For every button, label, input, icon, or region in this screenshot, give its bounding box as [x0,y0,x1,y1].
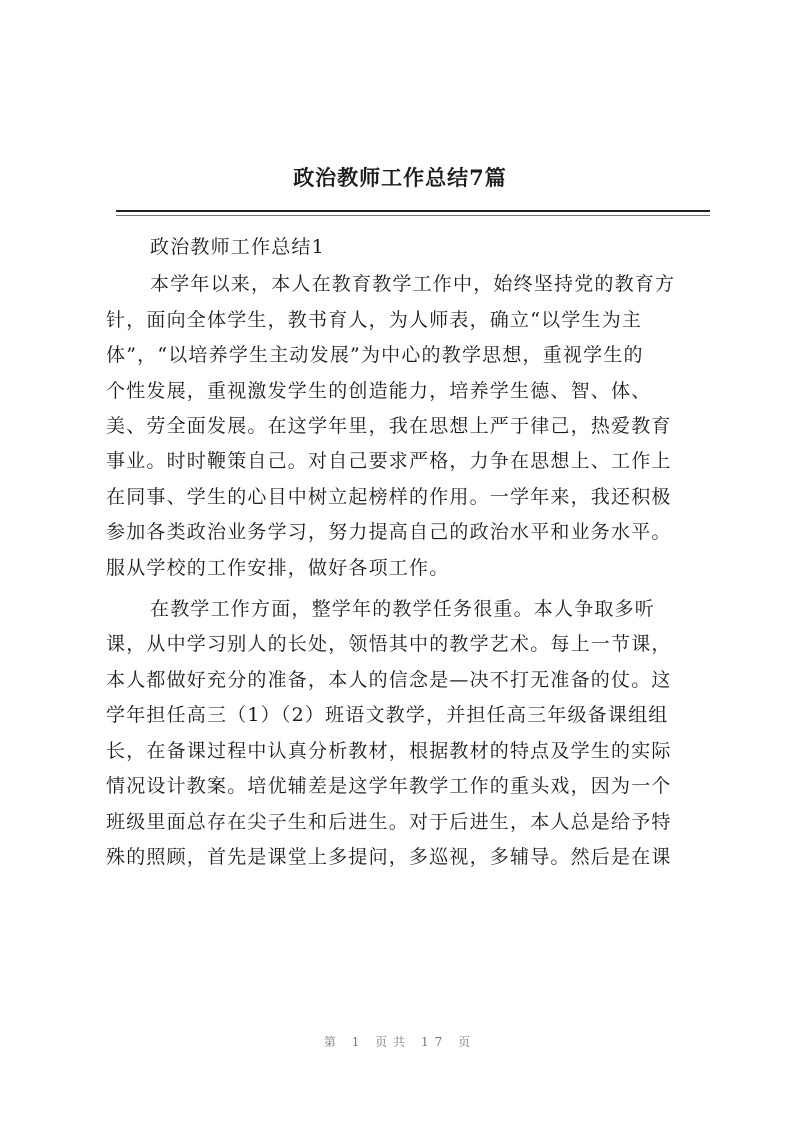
paragraph-line: 参加各类政治业务学习，努力提高自己的政治水平和业务水平。 [106,521,672,544]
paragraph-line: 美、劳全面发展。在这学年里，我在思想上严于律己，热爱教育 [106,415,672,438]
paragraph-line: 本人都做好充分的准备，本人的信念是—决不打无准备的仗。这 [106,668,672,691]
page-number-footer: 第 1 页共 17 页 [323,1035,477,1049]
paragraph-line: 班级里面总存在尖子生和后进生。对于后进生，本人总是给予特 [106,810,672,833]
document-body [106,230,708,881]
page-title: 政治教师工作总结7篇 [293,165,507,190]
paragraph-line: 针，面向全体学生，教书育人，为人师表，确立“以学生为主 [106,308,643,331]
paragraph-line: 在同事、学生的心目中树立起榜样的作用。一学年来，我还积极 [106,485,672,508]
paragraph-line: 个性发展，重视激发学生的创造能力，培养学生德、智、体、 [106,379,652,402]
paragraph-line: 事业。时时鞭策自己。对自己要求严格，力争在思想上、工作上 [106,450,672,473]
paragraph-line: 体”，“以培养学生主动发展”为中心的教学思想，重视学生的 [106,344,644,367]
paragraph-1 [106,267,708,586]
title-divider [116,210,710,212]
paragraph-line: 殊的照顾，首先是课堂上多提问，多巡视，多辅导。然后是在课 [106,845,672,868]
section-heading: 政治教师工作总结1 [150,236,325,258]
paragraph-line: 长，在备课过程中认真分析教材，根据教材的特点及学生的实际 [106,739,672,762]
title-divider-thin [116,215,710,216]
paragraph-line: 本学年以来，本人在教育教学工作中，始终坚持党的教育方 [150,273,676,296]
paragraph-line: 课，从中学习别人的长处，领悟其中的教学艺术。每上一节课， [106,633,672,656]
paragraph-2 [106,592,708,875]
paragraph-line: 在教学工作方面，整学年的教学任务很重。本人争取多听 [150,598,656,621]
paragraph-line: 服从学校的工作安排，做好各项工作。 [106,556,450,579]
paragraph-line: 情况设计教案。培优辅差是这学年教学工作的重头戏，因为一个 [106,775,672,798]
paragraph-line: 学年担任高三（1）（2）班语文教学，并担任高三年级备课组组 [106,704,669,727]
